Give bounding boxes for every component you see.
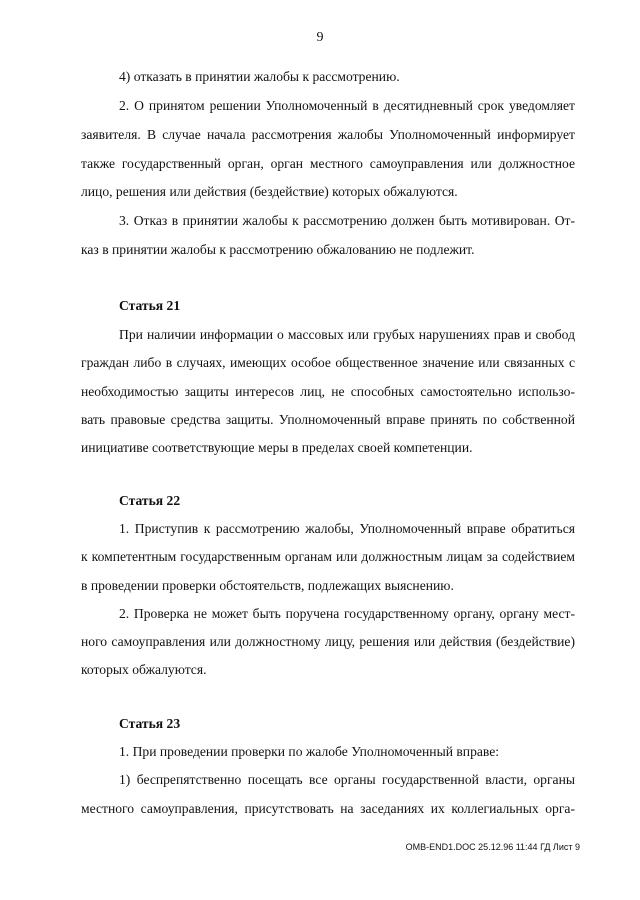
paragraph-line: вать правовые средства защиты. Уполномоченный вправе принять по собственной bbox=[81, 412, 575, 427]
paragraph-line: необходимостью защиты интересов лиц, не способных самостоятельно использо- bbox=[81, 384, 575, 399]
article-heading: Статья 21 bbox=[119, 298, 181, 313]
paragraph-line: инициативе соответствующие меры в пределах своей компетенции. bbox=[81, 440, 473, 455]
paragraph-line: также государственный орган, орган местного самоуправления или должностное bbox=[81, 156, 575, 171]
paragraph-line: каз в принятии жалобы к рассмотрению обжалованию не подлежит. bbox=[81, 242, 475, 257]
paragraph-line: 3. Отказ в принятии жалобы к рассмотрению должен быть мотивирован. От- bbox=[119, 213, 575, 228]
paragraph-line: лицо, решения или действия (бездействие) которых обжалуются. bbox=[81, 184, 458, 199]
paragraph-line: 1) беспрепятственно посещать все органы государственной власти, органы bbox=[119, 772, 575, 787]
paragraph-line: заявителя. В случае начала рассмотрения жалобы Уполномоченный информирует bbox=[81, 127, 575, 142]
paragraph-line: При наличии информации о массовых или грубых нарушениях прав и свобод bbox=[119, 327, 575, 342]
paragraph-line: граждан либо в случаях, имеющих особое общественное значение или связанных с bbox=[81, 355, 575, 370]
paragraph-line: к компетентным государственным органам или должностным лицам за содействием bbox=[81, 549, 575, 564]
page-number: 9 bbox=[316, 30, 324, 45]
paragraph-line: ного самоуправления или должностному лицу, решения или действия (бездействие) bbox=[81, 634, 575, 649]
paragraph-line: которых обжалуются. bbox=[81, 662, 207, 677]
article-heading: Статья 22 bbox=[119, 493, 181, 508]
paragraph-line: местного самоуправления, присутствовать на заседаниях их коллегиальных орга- bbox=[81, 801, 575, 816]
paragraph-line: в проведении проверки обстоятельств, подлежащих выяснению. bbox=[81, 578, 454, 593]
paragraph-line: 4) отказать в принятии жалобы к рассмотрению. bbox=[119, 69, 400, 84]
paragraph-line: 2. Проверка не может быть поручена государственному органу, органу мест- bbox=[119, 606, 575, 621]
paragraph-line: 2. О принятом решении Уполномоченный в десятидневный срок уведомляет bbox=[119, 98, 575, 113]
article-heading: Статья 23 bbox=[119, 716, 181, 731]
document-footer: OMB-END1.DOC 25.12.96 11:44 ГД Лист 9 bbox=[405, 842, 580, 852]
paragraph-line: 1. Приступив к рассмотрению жалобы, Уполномоченный вправе обратиться bbox=[119, 521, 575, 536]
paragraph-line: 1. При проведении проверки по жалобе Уполномоченный вправе: bbox=[119, 744, 500, 759]
